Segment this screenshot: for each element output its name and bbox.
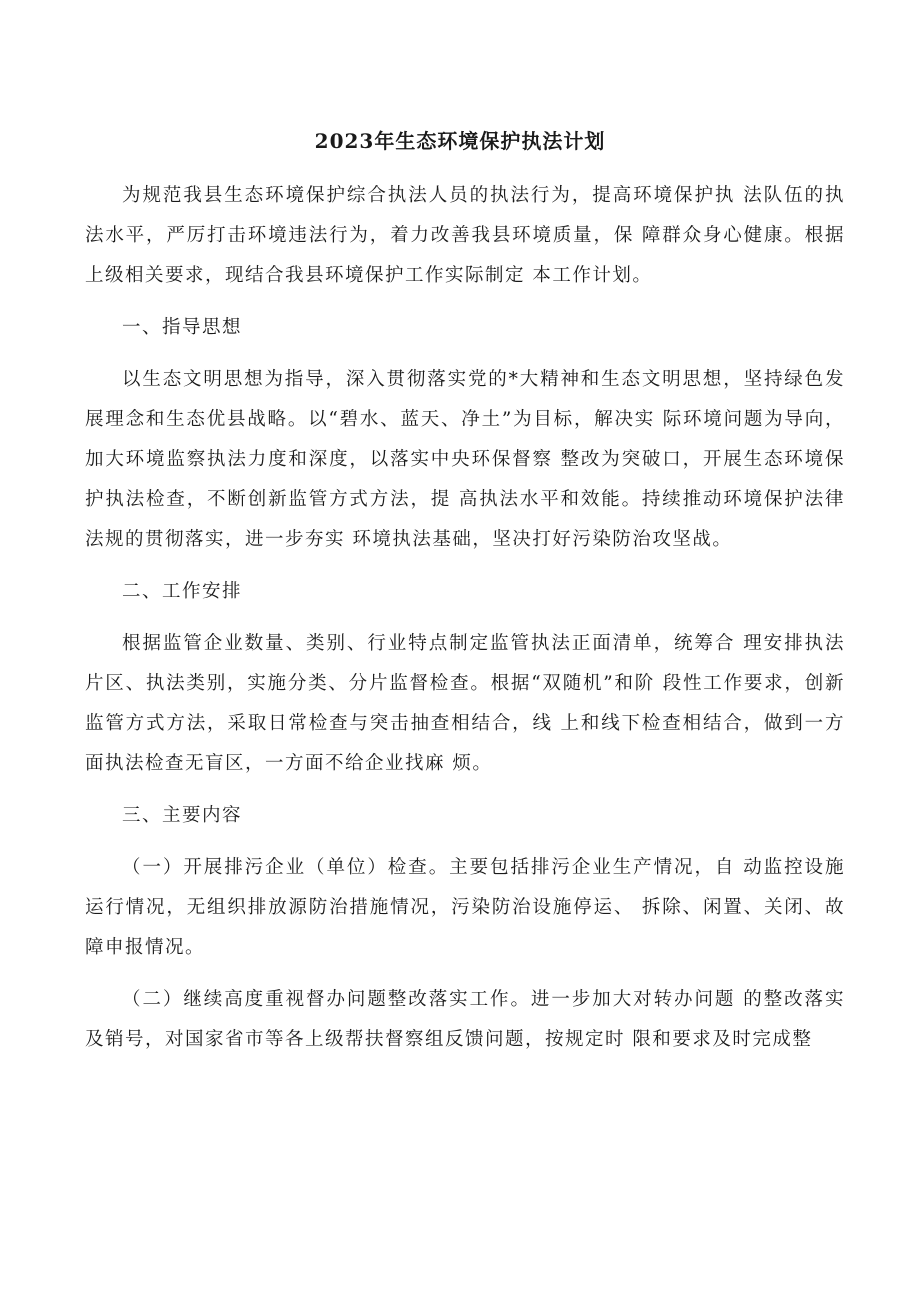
list-item-inspection: （一）开展排污企业（单位）检查。主要包括排污企业生产情况，自 动监控设施运行情况，无组织排放源防治措施情况，污染防治设施停运、 拆除、闲置、关闭、故障申报情况。 [85, 857, 845, 958]
section-heading-work-arrangement: 二、工作安排 [122, 581, 243, 602]
section-paragraph-work-arrangement: 根据监管企业数量、类别、行业特点制定监管执法正面清单，统筹合 理安排执法片区、执法类别，实施分类、分片监督检查。根据“双随机”和阶 段性工作要求，创新监管方式方法，采取日常检查与突击抽查相结合，线 上和线下检查相结合，做到一方面执法检查无盲区，一方面不给企业找麻 烦。 [85, 633, 845, 774]
document-body [85, 176, 845, 1060]
section-paragraph-guiding-thought: 以生态文明思想为指导，深入贯彻落实党的*大精神和生态文明思想，坚持绿色发展理念和生态优县战略。以“碧水、蓝天、净土”为目标，解决实 际环境问题为导向，加大环境监察执法力度和深度，以落实中央环保督察 整改为突破口，开展生态环境保护执法检查，不断创新监管方式方法，提 高执法水平和效能。持续推动环境保护法律法规的贯彻落实，进一步夯实 环境执法基础，坚决打好污染防治攻坚战。 [85, 369, 845, 550]
document-title: 2023年生态环境保护执法计划 [314, 129, 606, 153]
intro-paragraph: 为规范我县生态环境保护综合执法人员的执法行为，提高环境保护执 法队伍的执法水平，严厉打击环境违法行为，着力改善我县环境质量，保 障群众身心健康。根据上级相关要求，现结合我县环境保护工作实际制定 本工作计划。 [85, 185, 845, 286]
section-heading-main-content: 三、主要内容 [122, 805, 243, 826]
list-item-rectification: （二）继续高度重视督办问题整改落实工作。进一步加大对转办问题 的整改落实及销号，对国家省市等各上级帮扶督察组反馈问题，按规定时 限和要求及时完成整 [85, 989, 845, 1050]
section-heading-guiding-thought: 一、指导思想 [122, 317, 243, 338]
